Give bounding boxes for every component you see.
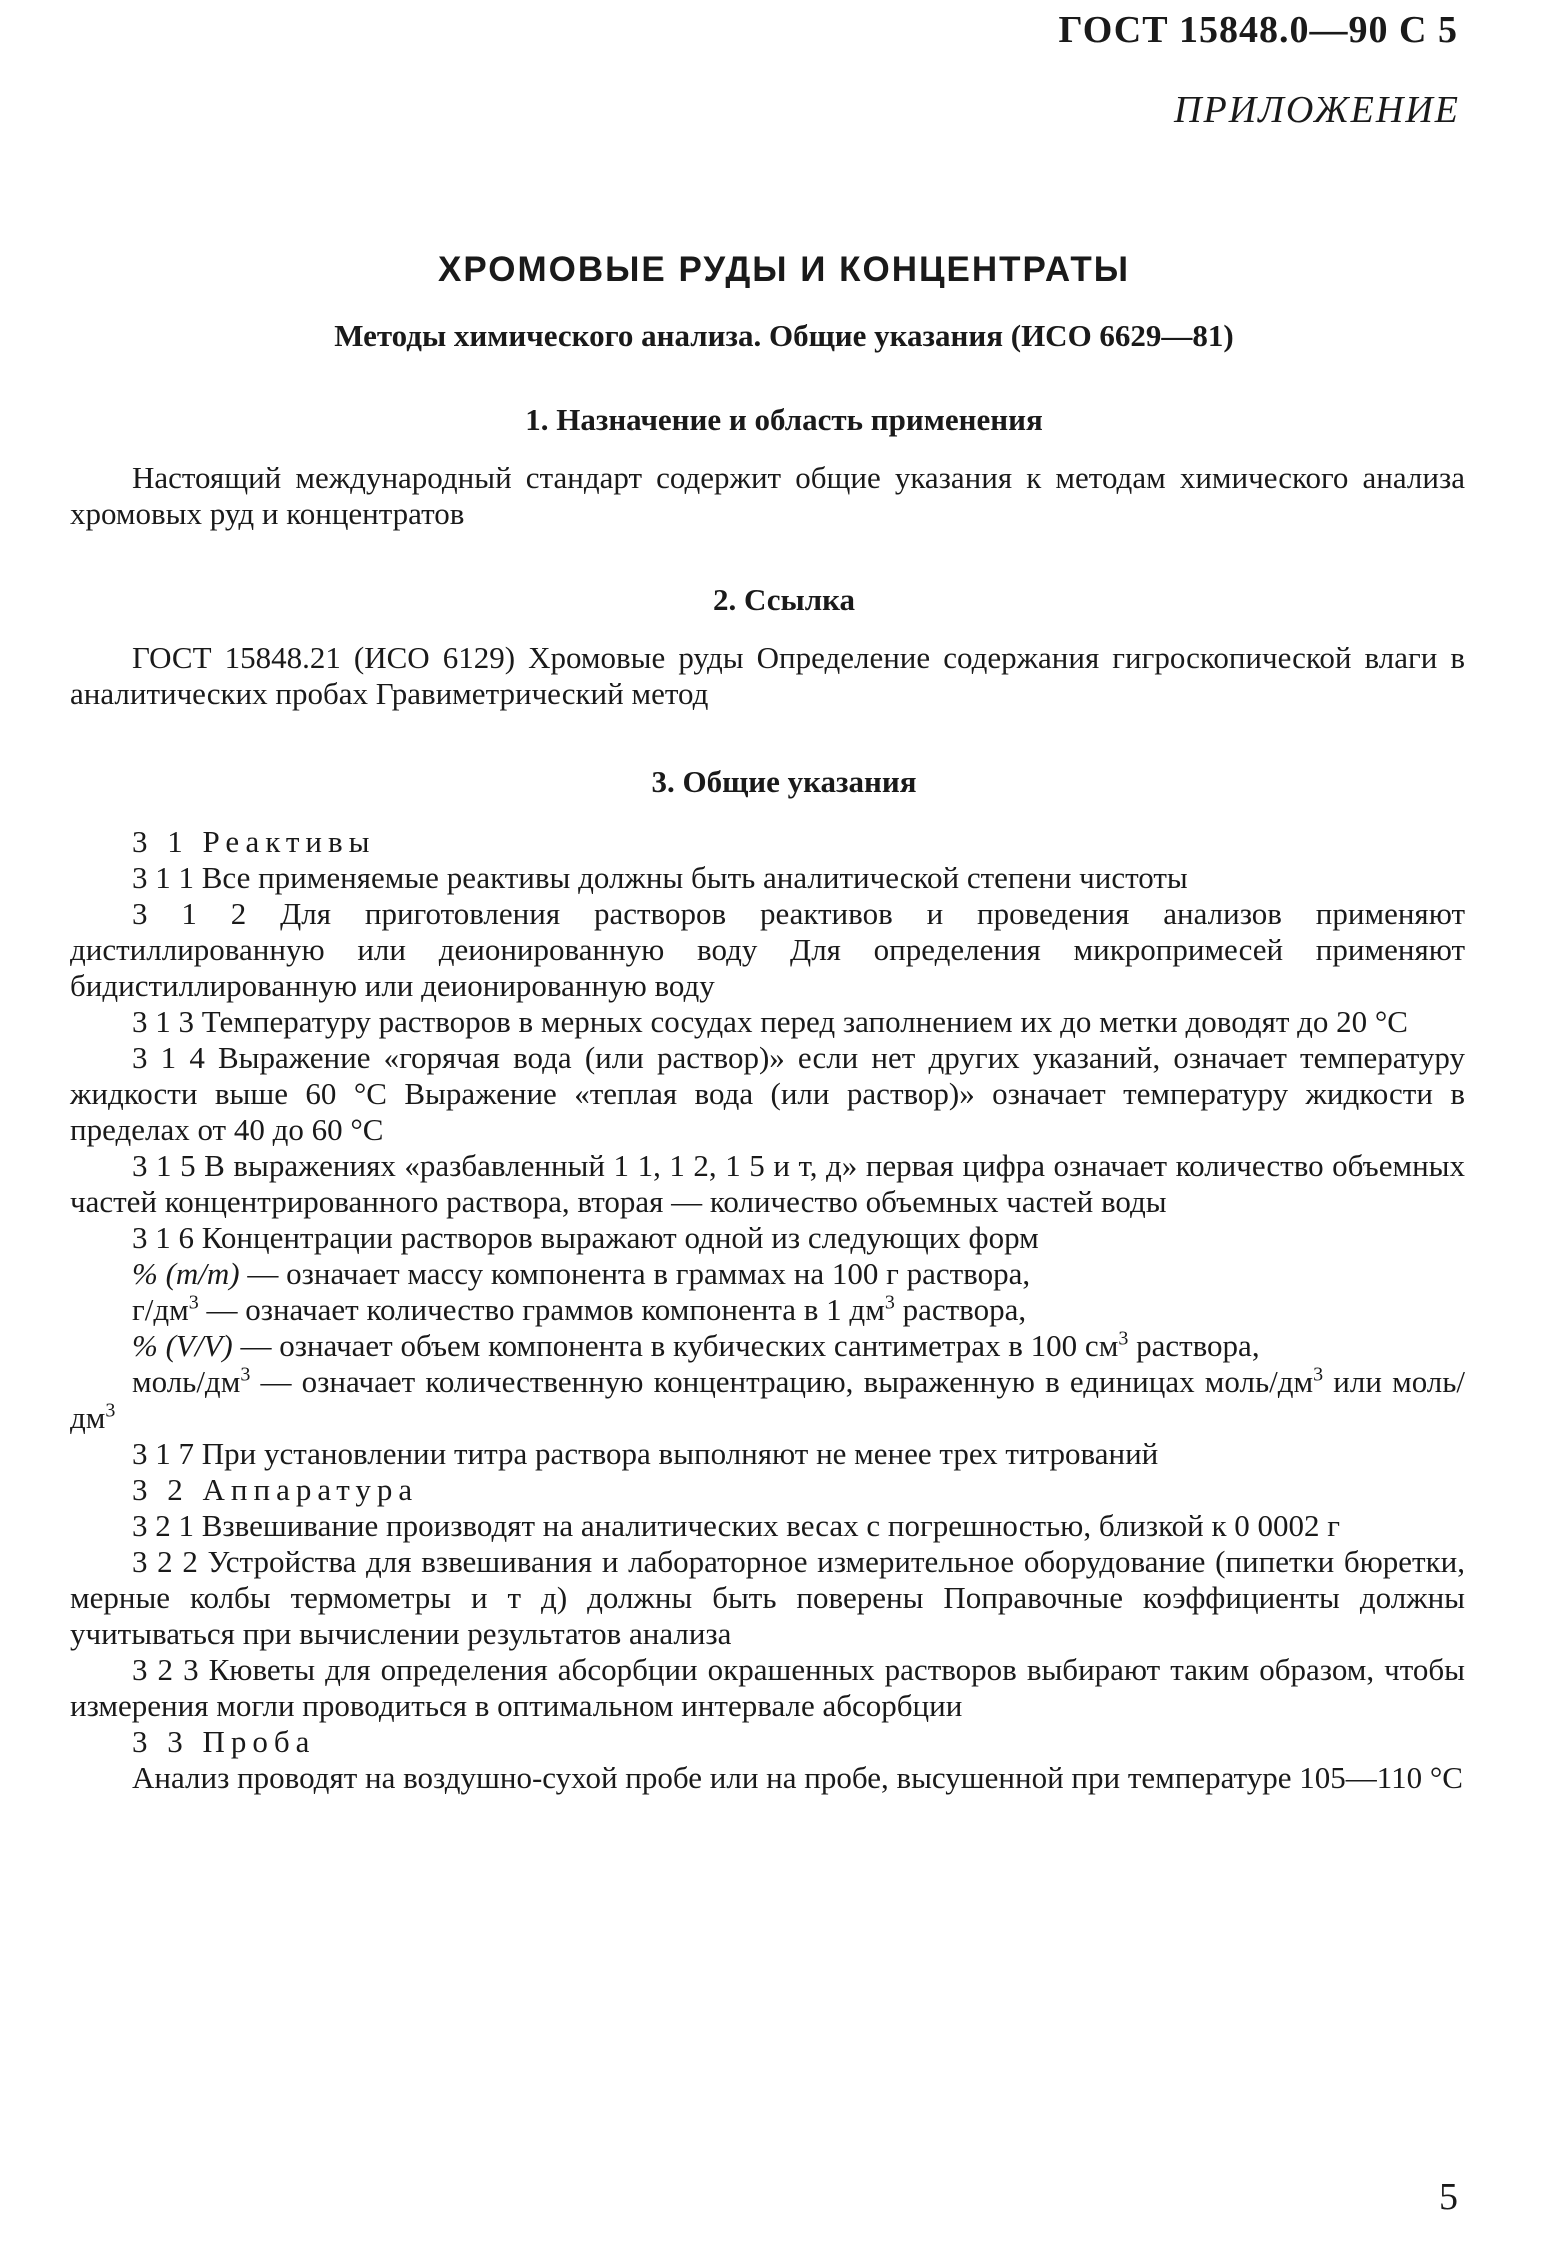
section-2-text: ГОСТ 15848.21 (ИСО 6129) Хромовые руды Определение содержания гигроскопической влаги в аналитических пробах Гравиметрический метод (70, 640, 1465, 711)
concentration-molar-text: — означает количественную концентрацию, выраженную в единицах моль/дм (260, 1364, 1314, 1399)
concentration-mass-text: — означает массу компонента в граммах на 100 г раствора, (247, 1256, 1031, 1291)
clause-3-1-5: 3 1 5 В выражениях «разбавленный 1 1, 1 2, 1 5 и т, д» первая цифра означает количество объемных частей концентрированного раствора, вторая — количество объемных частей воды (70, 1148, 1465, 1219)
section-3-heading: 3. Общие указания (651, 764, 917, 799)
clause-3-2: 3 2 Аппаратура (132, 1472, 419, 1507)
clause-3-2-1: 3 2 1 Взвешивание производят на аналитических весах с погрешностью, близкой к 0 0002 г (132, 1508, 1340, 1543)
superscript: 3 (105, 1399, 116, 1422)
superscript: 3 (884, 1291, 895, 1314)
clause-3-3-text: Анализ проводят на воздушно-сухой пробе или на пробе, высушенной при температуре 105—110 °С (132, 1760, 1463, 1795)
clause-3-1-1: 3 1 1 Все применяемые реактивы должны быть аналитической степени чистоты (132, 860, 1188, 895)
concentration-molar (70, 1364, 1465, 1436)
section-1-heading: 1. Назначение и область применения (525, 402, 1043, 437)
clause-3-1-4: 3 1 4 Выражение «горячая вода (или раствор)» если нет других указаний, означает температуру жидкости выше 60 °С Выражение «теплая вода (или раствор)» означает температуру жидкости в пределах от 40 до 60 °С (70, 1040, 1465, 1147)
clause-3-3: 3 3 Проба (132, 1724, 316, 1759)
superscript: 3 (240, 1363, 251, 1386)
concentration-mass (70, 1256, 1465, 1292)
concentration-volume-tail: раствора, (1136, 1328, 1260, 1363)
section-2-heading: 2. Ссылка (712, 582, 855, 617)
superscript: 3 (188, 1291, 199, 1314)
concentration-molar-mid: или моль/дм (70, 1364, 1466, 1435)
concentration-gdm (70, 1292, 1465, 1328)
section-1-body (70, 460, 1465, 532)
running-head: ГОСТ 15848.0—90 С 5 (1058, 9, 1458, 51)
clause-3-2-3: 3 2 3 Кюветы для определения абсорбции окрашенных растворов выбирают таким образом, чтобы измерения могли проводиться в оптимальном интервале абсорбции (70, 1652, 1465, 1723)
appendix-label: ПРИЛОЖЕНИЕ (1174, 89, 1460, 131)
clause-3-1-2: 3 1 2 Для приготовления растворов реактивов и проведения анализов применяют дистиллированную или деионированную воду Для определения микропримесей применяют бидистиллированную или деионированную воду (70, 896, 1465, 1003)
section-2-body (70, 640, 1465, 712)
page-subtitle: Методы химического анализа. Общие указания (ИСО 6629—81) (334, 318, 1234, 353)
section-1-text: Настоящий международный стандарт содержит общие указания к методам химического анализа хромовых руд и концентратов (70, 460, 1465, 531)
clause-3-1-3: 3 1 3 Температуру растворов в мерных сосудах перед заполнением их до метки доводят до 20 °С (132, 1004, 1408, 1039)
concentration-volume-text: — означает объем компонента в кубических сантиметрах в 100 см (240, 1328, 1119, 1363)
clause-3-2-2: 3 2 2 Устройства для взвешивания и лабораторное измерительное оборудование (пипетки бюретки, мерные колбы термометры и т д) должны быть поверены Поправочные коэффициенты должны учитываться при вычислении результатов анализа (70, 1544, 1465, 1651)
concentration-gdm-tail: раствора, (902, 1292, 1027, 1327)
clause-3-1: 3 1 Реактивы (132, 824, 376, 859)
concentration-molar-unit: моль/дм (132, 1364, 241, 1399)
concentration-gdm-unit: г/дм (132, 1292, 189, 1327)
clause-3-1-7: 3 1 7 При установлении титра раствора выполняют не менее трех титрований (132, 1436, 1159, 1471)
page-number: 5 (1439, 2176, 1458, 2218)
superscript: 3 (1313, 1363, 1324, 1386)
concentration-volume-symbol: % (V/V) (132, 1328, 233, 1363)
section-3-body (70, 824, 1465, 1796)
concentration-mass-symbol: % (m/m) (132, 1256, 240, 1291)
superscript: 3 (1118, 1327, 1129, 1350)
concentration-gdm-text: — означает количество граммов компонента в 1 дм (206, 1292, 885, 1327)
page-title: ХРОМОВЫЕ РУДЫ И КОНЦЕНТРАТЫ (438, 250, 1130, 289)
clause-3-1-6: 3 1 6 Концентрации растворов выражают одной из следующих форм (132, 1220, 1039, 1255)
concentration-volume (70, 1328, 1465, 1364)
